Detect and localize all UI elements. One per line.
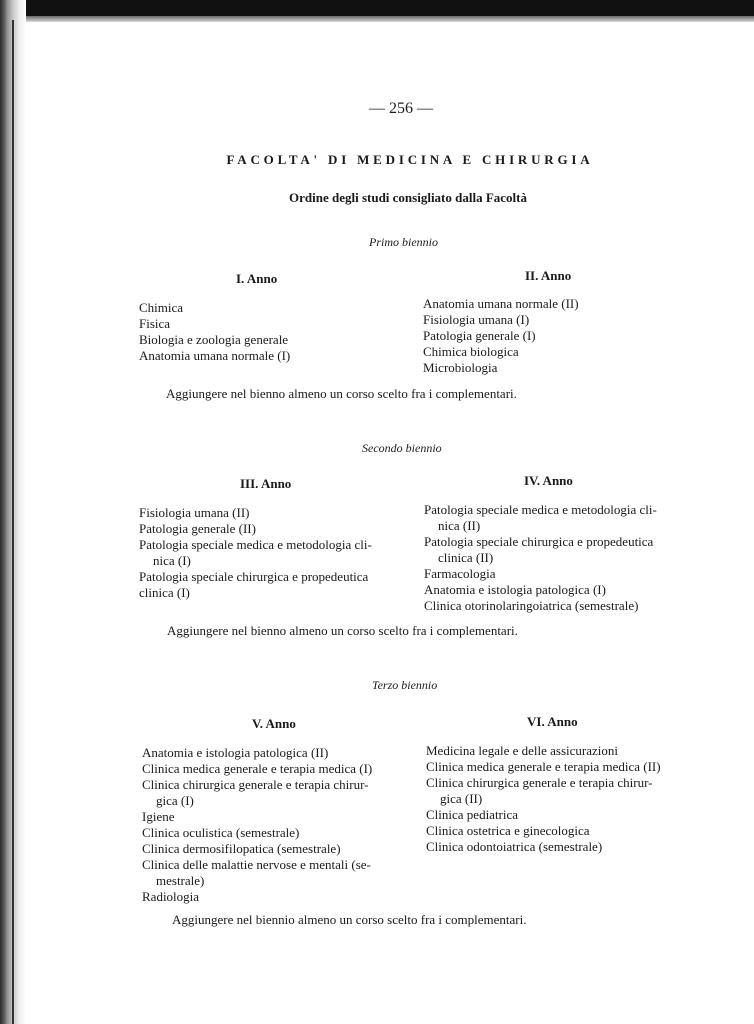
course-item: Patologia generale (I) xyxy=(423,328,536,343)
course-item: Patologia generale (II) xyxy=(139,521,256,536)
course-item: gica (II) xyxy=(440,791,483,806)
course-item: Clinica ostetrica e ginecologica xyxy=(426,823,590,838)
faculty-title: FACOLTA' DI MEDICINA E CHIRURGIA xyxy=(226,152,594,167)
course-item: Microbiologia xyxy=(423,360,498,375)
biennio-note-2: Aggiungere nel bienno almeno un corso scelto fra i complementari. xyxy=(167,623,518,638)
course-list-year-6 xyxy=(426,743,661,855)
course-item: Chimica xyxy=(139,300,184,315)
binding-line xyxy=(12,20,14,1024)
course-item: Clinica oculistica (semestrale) xyxy=(142,825,300,840)
course-item: clinica (I) xyxy=(139,585,190,600)
course-item: Anatomia e istologia patologica (II) xyxy=(142,745,329,760)
course-list-year-5 xyxy=(142,745,372,905)
course-list-year-4 xyxy=(424,502,657,614)
course-item: Fisiologia umana (II) xyxy=(139,505,250,520)
course-item: nica (II) xyxy=(438,518,481,533)
course-item: Clinica odontoiatrica (semestrale) xyxy=(426,839,603,854)
course-item: clinica (II) xyxy=(438,550,494,565)
course-item: Clinica pediatrica xyxy=(426,807,519,822)
course-item: Clinica chirurgica generale e terapia chirur- xyxy=(142,777,369,792)
course-list-year-2 xyxy=(423,296,579,376)
biennio-title-2: Secondo biennio xyxy=(362,441,442,455)
course-item: Patologia speciale medica e metodologia cli- xyxy=(139,537,372,552)
course-item: mestrale) xyxy=(156,873,205,888)
course-item: Patologia speciale chirurgica e propedeutica xyxy=(424,534,654,549)
course-item: Clinica medica generale e terapia medica (I) xyxy=(142,761,373,776)
course-item: Biologia e zoologia generale xyxy=(139,332,289,347)
course-item: gica (I) xyxy=(156,793,194,808)
page-number: — 256 — xyxy=(369,100,433,117)
course-item: Clinica dermosifilopatica (semestrale) xyxy=(142,841,341,856)
course-item: Chimica biologica xyxy=(423,344,519,359)
course-item: Anatomia e istologia patologica (I) xyxy=(424,582,606,597)
year-title-2: II. Anno xyxy=(525,268,572,283)
course-item: Igiene xyxy=(142,809,175,824)
biennio-title-1: Primo biennio xyxy=(369,235,438,249)
course-item: Patologia speciale chirurgica e propedeutica xyxy=(139,569,369,584)
year-title-6: VI. Anno xyxy=(527,714,578,729)
course-item: Anatomia umana normale (I) xyxy=(139,348,291,363)
course-item: Clinica chirurgica generale e terapia chirur- xyxy=(426,775,653,790)
year-title-5: V. Anno xyxy=(252,716,296,731)
course-item: Clinica medica generale e terapia medica (II) xyxy=(426,759,661,774)
biennio-note-3: Aggiungere nel biennio almeno un corso scelto fra i complementari. xyxy=(172,912,527,927)
subtitle: Ordine degli studi consigliato dalla Facoltà xyxy=(289,190,527,205)
course-item: Anatomia umana normale (II) xyxy=(423,296,579,311)
scan-top-shadow xyxy=(0,16,754,22)
course-list-year-3 xyxy=(139,505,372,601)
course-item: nica (I) xyxy=(153,553,191,568)
course-item: Farmacologia xyxy=(424,566,496,581)
course-item: Medicina legale e delle assicurazioni xyxy=(426,743,619,758)
course-item: Clinica otorinolaringoiatrica (semestrale) xyxy=(424,598,639,613)
year-title-1: I. Anno xyxy=(236,271,278,286)
scan-top-edge xyxy=(0,0,754,16)
year-title-4: IV. Anno xyxy=(524,473,573,488)
course-list-year-1 xyxy=(139,300,290,364)
course-item: Fisica xyxy=(139,316,171,331)
biennio-title-3: Terzo biennio xyxy=(372,678,438,692)
course-item: Patologia speciale medica e metodologia cli- xyxy=(424,502,657,517)
biennio-note-1: Aggiungere nel bienno almeno un corso scelto fra i complementari. xyxy=(166,386,517,401)
course-item: Clinica delle malattie nervose e mentali (se- xyxy=(142,857,371,872)
course-item: Radiologia xyxy=(142,889,200,904)
year-title-3: III. Anno xyxy=(240,476,292,491)
course-item: Fisiologia umana (I) xyxy=(423,312,530,327)
